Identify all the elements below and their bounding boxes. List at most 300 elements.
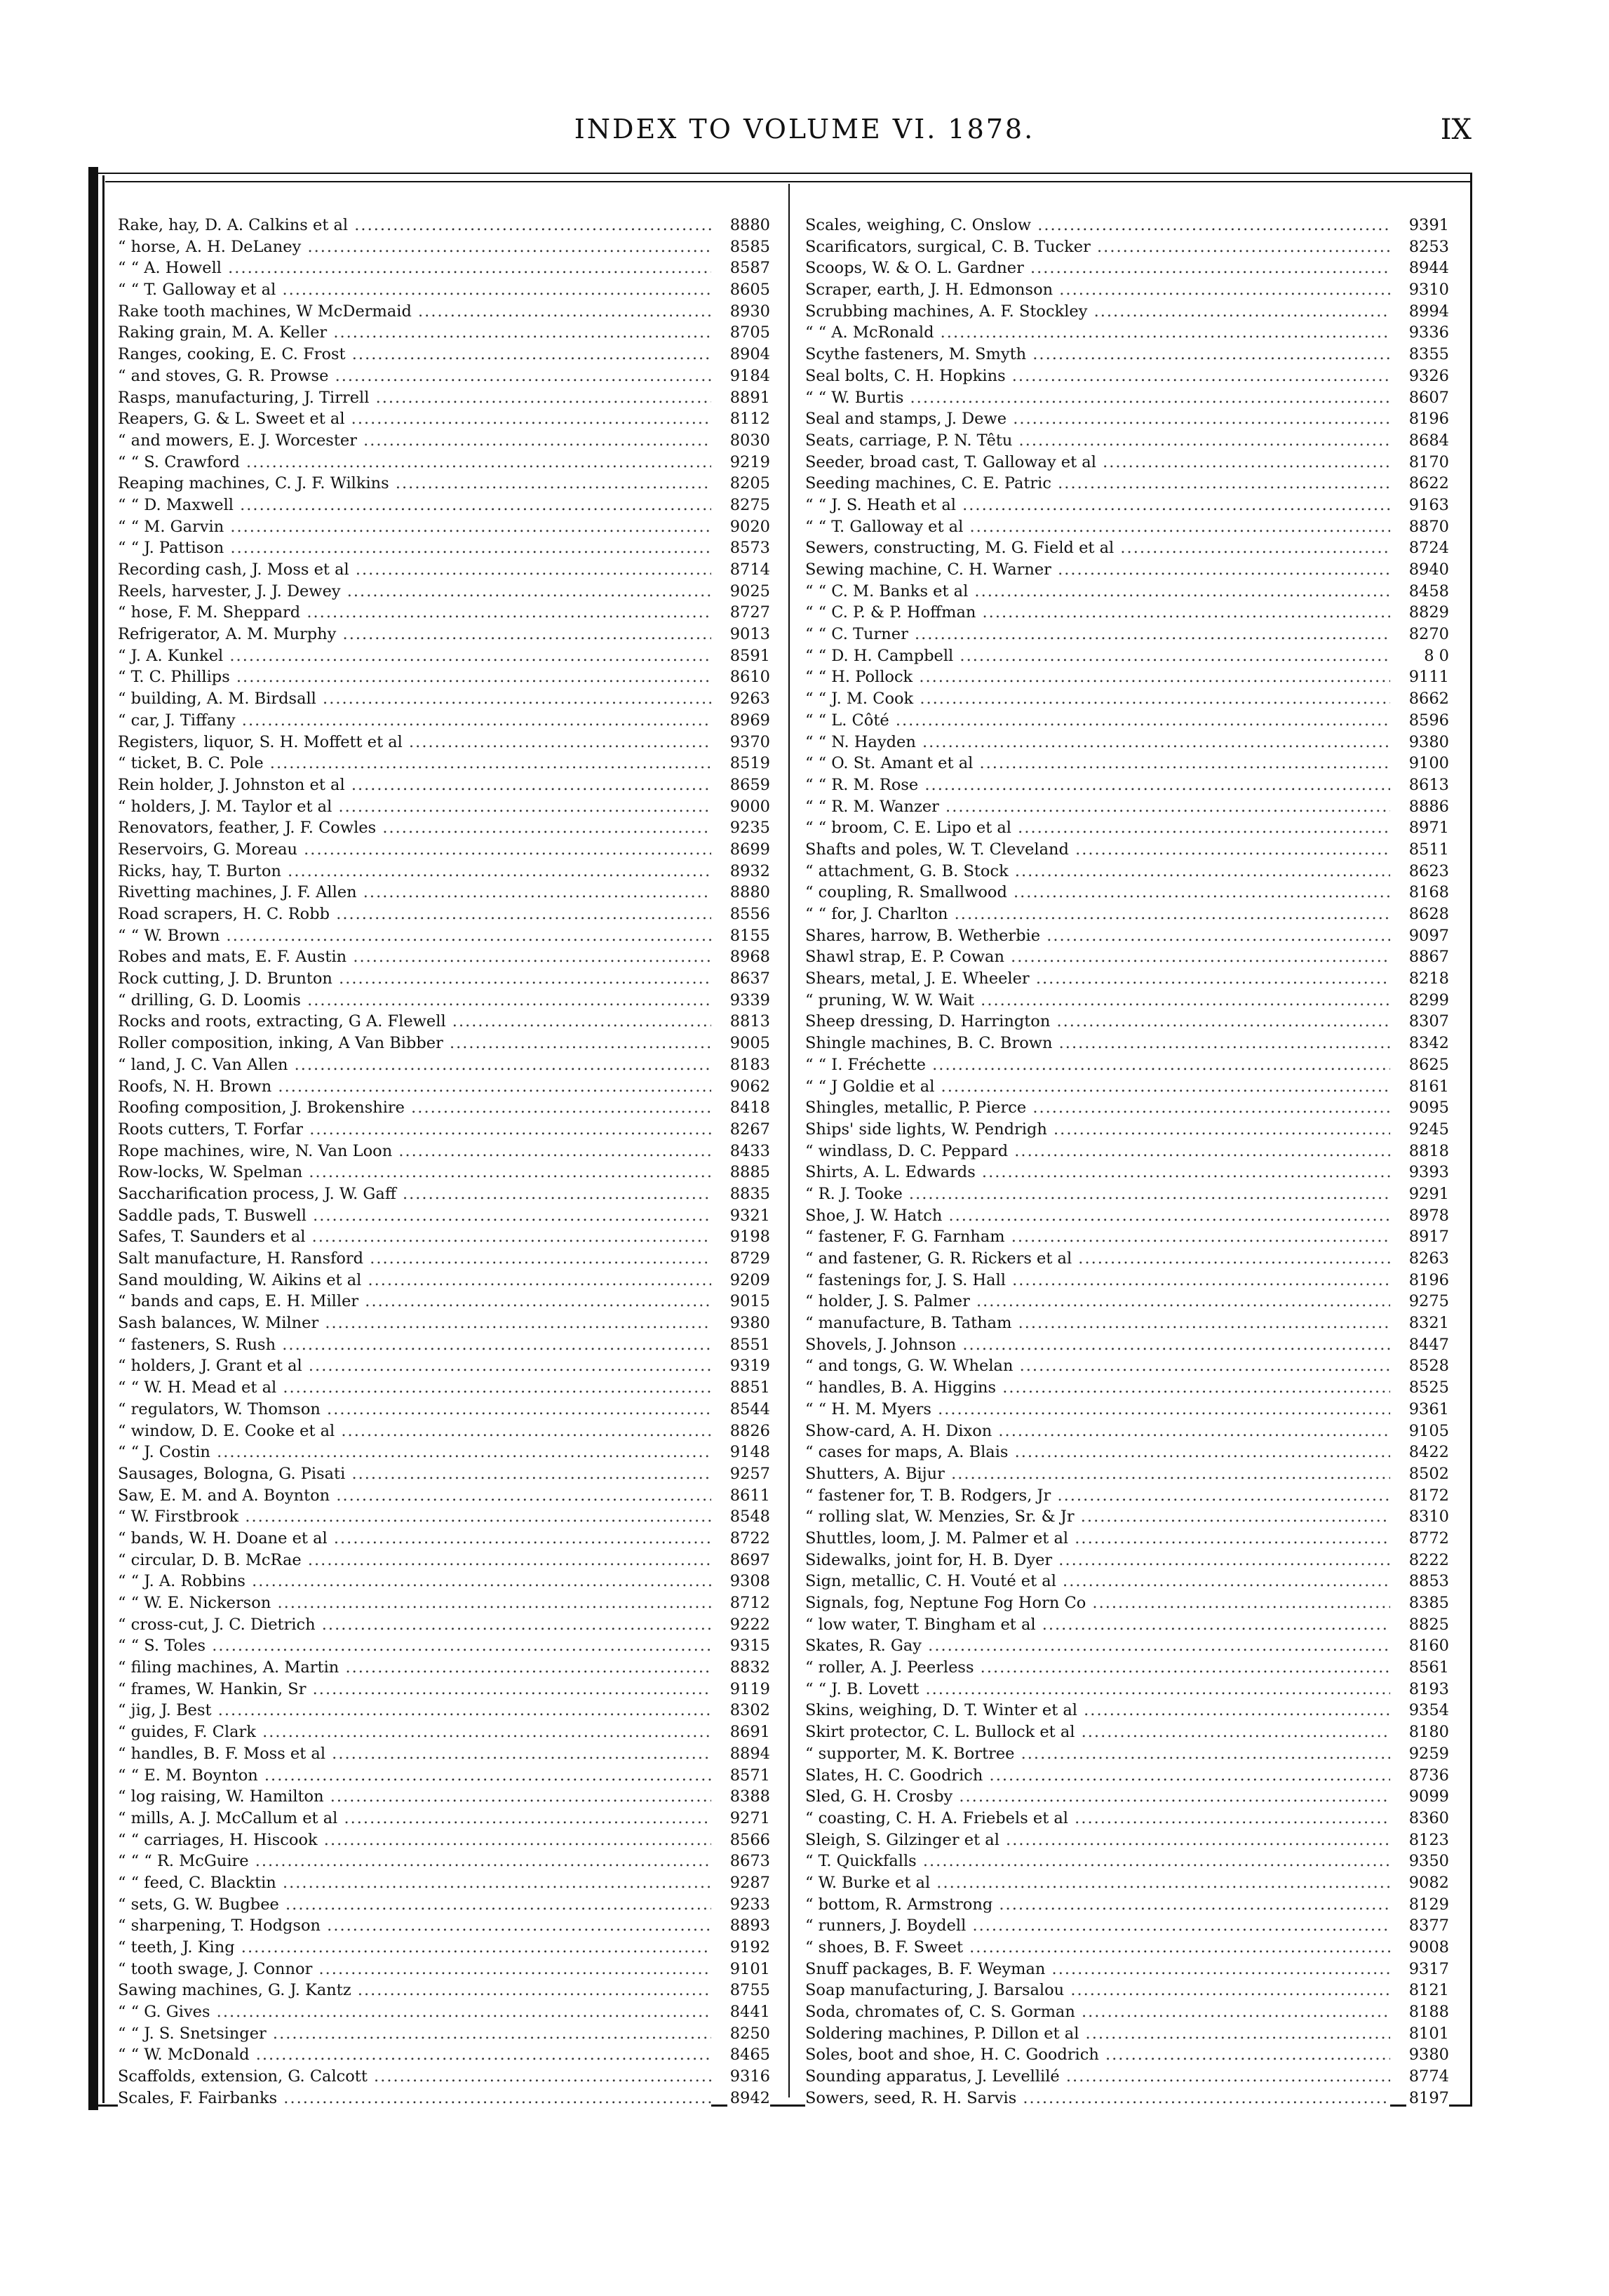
entry-number: 9380 [1406, 732, 1449, 753]
entry-text: “ “ T. Galloway et al ..... [805, 516, 1390, 538]
index-entry [805, 1550, 1453, 1571]
entry-number: 8180 [1406, 1721, 1449, 1743]
entry-text: “ W. Firstbrook ..... [118, 1506, 711, 1528]
entry-number: 8160 [1406, 1635, 1449, 1657]
index-entry [118, 1765, 774, 1787]
entry-text: “ “ J. M. Cook ..... [805, 688, 1390, 710]
entry-number: 8511 [1406, 839, 1449, 861]
entry-number: 8851 [727, 1377, 770, 1399]
entry-text: “ bands and caps, E. H. Miller ..... [118, 1291, 711, 1313]
index-entry [805, 1635, 1453, 1657]
entry-text: “ “ broom, C. E. Lipo et al ..... [805, 817, 1390, 839]
index-entry [118, 1679, 774, 1700]
entry-text: Reaping machines, C. J. F. Wilkins ..... [118, 473, 711, 495]
entry-text: “ manufacture, B. Tatham ..... [805, 1313, 1390, 1334]
entry-number: 8885 [727, 1162, 770, 1183]
entry-number: 8321 [1406, 1313, 1449, 1334]
index-entry [118, 1743, 774, 1765]
index-entry [805, 1528, 1453, 1550]
entry-text: “ fastener, F. G. Farnham ..... [805, 1226, 1390, 1248]
index-entry [805, 1808, 1453, 1830]
entry-number: 9291 [1406, 1183, 1449, 1205]
top-border-rule [105, 181, 1470, 182]
entry-number: 9233 [727, 1894, 770, 1916]
index-entry [805, 1033, 1453, 1054]
index-entry [118, 1313, 774, 1334]
entry-number: 8161 [1406, 1076, 1449, 1098]
entry-number: 9271 [727, 1808, 770, 1830]
entry-number: 8525 [1406, 1377, 1449, 1399]
index-entry [805, 645, 1453, 667]
entry-number: 8968 [727, 946, 770, 968]
entry-text: “ fastenings for, J. S. Hall ..... [805, 1270, 1390, 1291]
index-entry [118, 1915, 774, 1937]
entry-text: Shovels, J. Johnson ..... [805, 1334, 1390, 1356]
entry-text: “ “ feed, C. Blacktin ..... [118, 1872, 711, 1894]
entry-number: 8193 [1406, 1679, 1449, 1700]
index-entry [118, 215, 774, 236]
entry-text: Scaffolds, extension, G. Calcott ..... [118, 2066, 711, 2088]
index-entry [805, 1851, 1453, 1872]
index-entry [805, 473, 1453, 495]
index-entry [118, 904, 774, 925]
entry-text: Saccharification process, J. W. Gaff ..... [118, 1183, 711, 1205]
index-entry [118, 1270, 774, 1291]
entry-text: Sash balances, W. Milner ..... [118, 1313, 711, 1334]
entry-text: “ tooth swage, J. Connor ..... [118, 1959, 711, 1980]
entry-number: 8818 [1406, 1141, 1449, 1162]
entry-number: 8930 [727, 301, 770, 323]
entry-number: 8307 [1406, 1011, 1449, 1033]
entry-number: 8250 [727, 2023, 770, 2045]
entry-text: “ “ J. S. Heath et al ..... [805, 495, 1390, 516]
index-entry [118, 537, 774, 559]
entry-number: 9082 [1406, 1872, 1449, 1894]
entry-number: 9008 [1406, 1937, 1449, 1959]
entry-number: 8691 [727, 1721, 770, 1743]
entry-text: “ and tongs, G. W. Whelan ..... [805, 1355, 1390, 1377]
entry-number: 8772 [1406, 1528, 1449, 1550]
index-entry [118, 1485, 774, 1507]
entry-number: 8596 [1406, 710, 1449, 732]
entry-text: Scales, weighing, C. Onslow ..... [805, 215, 1390, 236]
entry-number: 8205 [727, 473, 770, 495]
index-entry [118, 2001, 774, 2023]
index-entry [118, 2023, 774, 2045]
index-entry [805, 882, 1453, 904]
index-entry [118, 1205, 774, 1227]
entry-text: “ fastener for, T. B. Rodgers, Jr ..... [805, 1485, 1390, 1507]
index-entry [805, 1377, 1453, 1399]
index-entry [118, 1980, 774, 2001]
entry-text: “ T. C. Phillips ..... [118, 666, 711, 688]
index-entry [118, 1700, 774, 1721]
entry-number: 9198 [727, 1226, 770, 1248]
entry-number: 8587 [727, 257, 770, 279]
index-entry [805, 1248, 1453, 1270]
entry-number: 8714 [727, 559, 770, 581]
index-entry [805, 925, 1453, 947]
entry-number: 8880 [727, 215, 770, 236]
entry-number: 8729 [727, 1248, 770, 1270]
entry-text: Ships' side lights, W. Pendrigh ..... [805, 1119, 1390, 1141]
index-entry [118, 1851, 774, 1872]
entry-text: Shoe, J. W. Hatch ..... [805, 1205, 1390, 1227]
entry-number: 8299 [1406, 990, 1449, 1012]
entry-number: 9393 [1406, 1162, 1449, 1183]
index-entry [118, 301, 774, 323]
index-entry [805, 1506, 1453, 1528]
index-entry [805, 602, 1453, 624]
entry-number: 9317 [1406, 1959, 1449, 1980]
entry-text: “ “ O. St. Amant et al ..... [805, 753, 1390, 774]
index-entry [118, 1808, 774, 1830]
index-entry [805, 1571, 1453, 1592]
entry-number: 8275 [727, 495, 770, 516]
entry-text: “ fasteners, S. Rush ..... [118, 1334, 711, 1356]
entry-text: Sawing machines, G. J. Kantz ..... [118, 1980, 711, 2001]
entry-text: Shutters, A. Bijur ..... [805, 1463, 1390, 1485]
page-header [0, 114, 1609, 156]
index-entry [805, 774, 1453, 796]
index-entry [805, 430, 1453, 452]
entry-text: Show-card, A. H. Dixon ..... [805, 1421, 1390, 1442]
index-entry [118, 710, 774, 732]
entry-number: 8853 [1406, 1571, 1449, 1592]
entry-number: 8196 [1406, 1270, 1449, 1291]
entry-text: Rope machines, wire, N. Van Loon ..... [118, 1141, 711, 1162]
entry-number: 8385 [1406, 1592, 1449, 1614]
entry-number: 8458 [1406, 581, 1449, 603]
index-entry [805, 968, 1453, 990]
entry-number: 8894 [727, 1743, 770, 1765]
entry-number: 8418 [727, 1097, 770, 1119]
entry-number: 9370 [727, 732, 770, 753]
index-entry [118, 1377, 774, 1399]
entry-text: “ guides, F. Clark ..... [118, 1721, 711, 1743]
entry-text: Shawl strap, E. P. Cowan ..... [805, 946, 1390, 968]
index-entry [805, 1076, 1453, 1098]
entry-text: Skirt protector, C. L. Bullock et al ..... [805, 1721, 1390, 1743]
entry-number: 9148 [727, 1442, 770, 1463]
entry-number: 8422 [1406, 1442, 1449, 1463]
index-entry [805, 1765, 1453, 1787]
entry-number: 9005 [727, 1033, 770, 1054]
index-entry [118, 774, 774, 796]
index-entry [118, 1119, 774, 1141]
entry-number: 8637 [727, 968, 770, 990]
entry-number: 8891 [727, 387, 770, 409]
index-entry [805, 732, 1453, 753]
entry-number: 8755 [727, 1980, 770, 2001]
entry-text: “ “ C. Turner ..... [805, 624, 1390, 645]
entry-text: Skates, R. Gay ..... [805, 1635, 1390, 1657]
entry-text: “ cross-cut, J. C. Dietrich ..... [118, 1614, 711, 1636]
entry-number: 9219 [727, 452, 770, 474]
entry-number: 8112 [727, 408, 770, 430]
entry-text: Roofing composition, J. Brokenshire ..... [118, 1097, 711, 1119]
index-entry [805, 1226, 1453, 1248]
entry-number: 9163 [1406, 495, 1449, 516]
entry-text: “ “ J Goldie et al ..... [805, 1076, 1390, 1098]
entry-number: 9111 [1406, 666, 1449, 688]
entry-text: Reels, harvester, J. J. Dewey ..... [118, 581, 711, 603]
index-entry [805, 1937, 1453, 1959]
index-entry [805, 236, 1453, 258]
index-entry [805, 581, 1453, 603]
index-entry [805, 1980, 1453, 2001]
entry-number: 9013 [727, 624, 770, 645]
entry-text: Sausages, Bologna, G. Pisati ..... [118, 1463, 711, 1485]
index-entry [805, 624, 1453, 645]
entry-text: Rock cutting, J. D. Brunton ..... [118, 968, 711, 990]
index-entry [805, 1291, 1453, 1313]
index-entry [118, 1937, 774, 1959]
entry-text: Registers, liquor, S. H. Moffett et al ..... [118, 732, 711, 753]
entry-text: “ R. J. Tooke ..... [805, 1183, 1390, 1205]
index-entry [805, 1421, 1453, 1442]
entry-number: 9184 [727, 365, 770, 387]
page-title: INDEX TO VOLUME VI. 1878. [574, 114, 1035, 145]
entry-number: 8433 [727, 1141, 770, 1162]
entry-text: “ “ N. Hayden ..... [805, 732, 1390, 753]
entry-text: “ “ J. Costin ..... [118, 1442, 711, 1463]
entry-number: 8880 [727, 882, 770, 904]
index-entry [118, 839, 774, 861]
index-entry [118, 968, 774, 990]
entry-text: “ frames, W. Hankin, Sr ..... [118, 1679, 711, 1700]
entry-text: Reservoirs, G. Moreau ..... [118, 839, 711, 861]
entry-text: “ jig, J. Best ..... [118, 1700, 711, 1721]
entry-number: 9259 [1406, 1743, 1449, 1765]
index-entry [805, 301, 1453, 323]
entry-text: “ T. Quickfalls ..... [805, 1851, 1390, 1872]
entry-text: Shares, harrow, B. Wetherbie ..... [805, 925, 1390, 947]
entry-text: “ building, A. M. Birdsall ..... [118, 688, 711, 710]
entry-text: Scoops, W. & O. L. Gardner ..... [805, 257, 1390, 279]
entry-text: Sand moulding, W. Aikins et al ..... [118, 1270, 711, 1291]
entry-number: 9316 [727, 2066, 770, 2088]
index-entry [805, 2088, 1453, 2109]
entry-number: 9235 [727, 817, 770, 839]
entry-text: “ land, J. C. Van Allen ..... [118, 1054, 711, 1076]
entry-text: “ “ H. M. Myers ..... [805, 1399, 1390, 1421]
entry-text: “ “ D. H. Campbell ..... [805, 645, 1390, 667]
entry-text: Scythe fasteners, M. Smyth ..... [805, 344, 1390, 365]
entry-text: “ ticket, B. C. Pole ..... [118, 753, 711, 774]
index-entry [118, 1463, 774, 1485]
index-entry [805, 1183, 1453, 1205]
entry-text: “ and stoves, G. R. Prowse ..... [118, 365, 711, 387]
entry-text: Seeder, broad cast, T. Galloway et al ..... [805, 452, 1390, 474]
index-entry [118, 1442, 774, 1463]
entry-text: “ coupling, R. Smallwood ..... [805, 882, 1390, 904]
entry-text: Sheep dressing, D. Harrington ..... [805, 1011, 1390, 1033]
entry-number: 9101 [727, 1959, 770, 1980]
entry-text: “ bottom, R. Armstrong ..... [805, 1894, 1390, 1916]
entry-text: Recording cash, J. Moss et al ..... [118, 559, 711, 581]
index-entry [805, 2044, 1453, 2066]
entry-text: Slates, H. C. Goodrich ..... [805, 1765, 1390, 1787]
entry-number: 9391 [1406, 215, 1449, 236]
index-entry [118, 1141, 774, 1162]
entry-text: “ “ R. M. Wanzer ..... [805, 796, 1390, 818]
index-entry [805, 1270, 1453, 1291]
entry-text: “ “ C. M. Banks et al ..... [805, 581, 1390, 603]
entry-number: 8129 [1406, 1894, 1449, 1916]
entry-number: 8625 [1406, 1054, 1449, 1076]
index-entry [805, 1830, 1453, 1851]
entry-text: Reapers, G. & L. Sweet et al ..... [118, 408, 711, 430]
index-entry [805, 344, 1453, 365]
entry-number: 8825 [1406, 1614, 1449, 1636]
index-entry [805, 1355, 1453, 1377]
index-entry [118, 1248, 774, 1270]
index-entry [118, 1592, 774, 1614]
index-entry [118, 688, 774, 710]
index-entry [805, 1463, 1453, 1485]
index-entry [118, 1334, 774, 1356]
entry-number: 8573 [727, 537, 770, 559]
entry-text: “ and fastener, G. R. Rickers et al ..... [805, 1248, 1390, 1270]
entry-text: Skins, weighing, D. T. Winter et al ..... [805, 1700, 1390, 1721]
entry-text: “ windlass, D. C. Peppard ..... [805, 1141, 1390, 1162]
entry-number: 8528 [1406, 1355, 1449, 1377]
entry-number: 8188 [1406, 2001, 1449, 2023]
index-entry [118, 796, 774, 818]
entry-text: Snuff packages, B. F. Weyman ..... [805, 1959, 1390, 1980]
entry-text: “ pruning, W. W. Wait ..... [805, 990, 1390, 1012]
entry-text: Soldering machines, P. Dillon et al ..... [805, 2023, 1390, 2045]
entry-text: Shingles, metallic, P. Pierce ..... [805, 1097, 1390, 1119]
entry-number: 9025 [727, 581, 770, 603]
entry-number: 8465 [727, 2044, 770, 2066]
entry-number: 8267 [727, 1119, 770, 1141]
entry-text: Raking grain, M. A. Keller ..... [118, 322, 711, 344]
entry-text: Sleigh, S. Gilzinger et al ..... [805, 1830, 1390, 1851]
entry-number: 8 0 [1421, 645, 1449, 667]
entry-text: Sewers, constructing, M. G. Field et al ..... [805, 537, 1390, 559]
entry-number: 8659 [727, 774, 770, 796]
entry-number: 8030 [727, 430, 770, 452]
entry-number: 8613 [1406, 774, 1449, 796]
index-entry [805, 990, 1453, 1012]
index-entry [118, 344, 774, 365]
entry-number: 8197 [1406, 2088, 1449, 2109]
entry-text: Renovators, feather, J. F. Cowles ..... [118, 817, 711, 839]
entry-text: “ cases for maps, A. Blais ..... [805, 1442, 1390, 1463]
entry-number: 8978 [1406, 1205, 1449, 1227]
index-entry [118, 452, 774, 474]
entry-number: 8893 [727, 1915, 770, 1937]
entry-number: 8585 [727, 236, 770, 258]
entry-text: “ teeth, J. King ..... [118, 1937, 711, 1959]
index-entry [118, 257, 774, 279]
entry-number: 8441 [727, 2001, 770, 2023]
index-entry [805, 1592, 1453, 1614]
entry-number: 8519 [727, 753, 770, 774]
index-entry [118, 925, 774, 947]
index-entry [118, 1550, 774, 1571]
entry-text: “ “ M. Garvin ..... [118, 516, 711, 538]
entry-number: 9245 [1406, 1119, 1449, 1141]
entry-text: Rasps, manufacturing, J. Tirrell ..... [118, 387, 711, 409]
entry-text: Saw, E. M. and A. Boynton ..... [118, 1485, 711, 1507]
entry-number: 8611 [727, 1485, 770, 1507]
index-entry [805, 688, 1453, 710]
entry-text: Sounding apparatus, J. Levellilé ..... [805, 2066, 1390, 2088]
index-entry [118, 1291, 774, 1313]
entry-text: Shafts and poles, W. T. Cleveland ..... [805, 839, 1390, 861]
index-entry [805, 1334, 1453, 1356]
entry-number: 9100 [1406, 753, 1449, 774]
index-entry [118, 495, 774, 516]
entry-text: “ sharpening, T. Hodgson ..... [118, 1915, 711, 1937]
entry-number: 8829 [1406, 602, 1449, 624]
entry-text: Rein holder, J. Johnston et al ..... [118, 774, 711, 796]
entry-number: 8360 [1406, 1808, 1449, 1830]
index-entry [118, 946, 774, 968]
entry-number: 8917 [1406, 1226, 1449, 1248]
entry-text: “ regulators, W. Thomson ..... [118, 1399, 711, 1421]
entry-number: 9015 [727, 1291, 770, 1313]
index-entry [805, 710, 1453, 732]
entry-number: 8218 [1406, 968, 1449, 990]
entry-number: 8722 [727, 1528, 770, 1550]
entry-number: 8904 [727, 344, 770, 365]
entry-number: 8310 [1406, 1506, 1449, 1528]
entry-number: 8270 [1406, 624, 1449, 645]
index-entry [118, 1399, 774, 1421]
entry-number: 9257 [727, 1463, 770, 1485]
entry-number: 8699 [727, 839, 770, 861]
entry-number: 9097 [1406, 925, 1449, 947]
entry-text: “ car, J. Tiffany ..... [118, 710, 711, 732]
index-entry [805, 2023, 1453, 2045]
index-entry [805, 1657, 1453, 1679]
entry-text: “ “ W. H. Mead et al ..... [118, 1377, 711, 1399]
entry-number: 8101 [1406, 2023, 1449, 2045]
index-entry [118, 1657, 774, 1679]
entry-number: 8447 [1406, 1334, 1449, 1356]
entry-text: “ attachment, G. B. Stock ..... [805, 861, 1390, 882]
index-entry [118, 1721, 774, 1743]
entry-number: 8196 [1406, 408, 1449, 430]
entry-number: 8610 [727, 666, 770, 688]
entry-text: “ “ C. P. & P. Hoffman ..... [805, 602, 1390, 624]
entry-text: Sowers, seed, R. H. Sarvis ..... [805, 2088, 1390, 2109]
entry-text: “ “ J. A. Robbins ..... [118, 1571, 711, 1592]
entry-text: “ low water, T. Bingham et al ..... [805, 1614, 1390, 1636]
entry-text: Soap manufacturing, J. Barsalou ..... [805, 1980, 1390, 2001]
entry-text: Shingle machines, B. C. Brown ..... [805, 1033, 1390, 1054]
entry-number: 9000 [727, 796, 770, 818]
index-entry [805, 408, 1453, 430]
index-column-left [118, 215, 774, 2109]
index-entry [805, 861, 1453, 882]
index-entry [118, 430, 774, 452]
entry-number: 8222 [1406, 1550, 1449, 1571]
entry-number: 8544 [727, 1399, 770, 1421]
entry-text: “ mills, A. J. McCallum et al ..... [118, 1808, 711, 1830]
entry-number: 9099 [1406, 1786, 1449, 1808]
entry-number: 8727 [727, 602, 770, 624]
index-entry [805, 1679, 1453, 1700]
entry-text: “ “ J. S. Snetsinger ..... [118, 2023, 711, 2045]
index-entry [805, 537, 1453, 559]
entry-number: 8662 [1406, 688, 1449, 710]
entry-text: Scales, F. Fairbanks ..... [118, 2088, 711, 2109]
